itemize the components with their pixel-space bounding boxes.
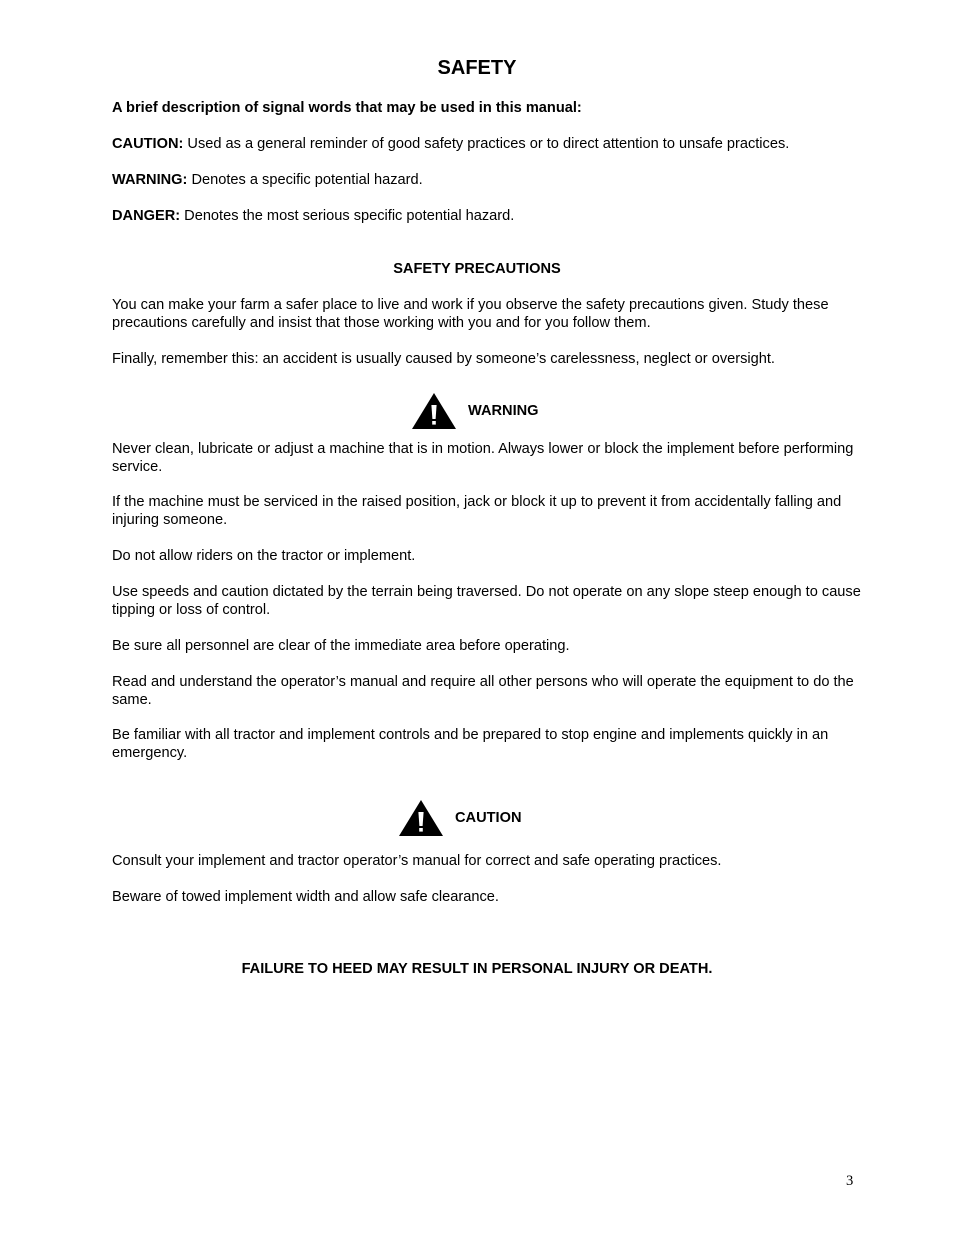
definition-danger xyxy=(112,207,862,225)
warning-item: Do not allow riders on the tractor or implement. xyxy=(112,548,416,564)
warning-item: Read and understand the operator’s manual and require all other persons who will operate the equipment to do the same. xyxy=(112,674,854,708)
page-number: 3 xyxy=(846,1173,854,1189)
warning-triangle-icon xyxy=(411,392,457,430)
warning-item: Use speeds and caution dictated by the terrain being traversed. Do not operate on any slope steep enough to cause tipping or loss of control. xyxy=(112,584,861,618)
warning-item: Be familiar with all tractor and implement controls and be prepared to stop engine and implements quickly in an emergency. xyxy=(112,727,829,761)
definition-text: Denotes the most serious specific potential hazard. xyxy=(180,208,515,224)
section-heading-safety-precautions: SAFETY PRECAUTIONS xyxy=(393,261,561,277)
precautions-paragraph: Finally, remember this: an accident is usually caused by someone’s carelessness, neglect or oversight. xyxy=(112,351,775,367)
definition-text: Denotes a specific potential hazard. xyxy=(187,172,423,188)
definition-warning xyxy=(112,171,862,189)
definition-caution xyxy=(112,135,862,153)
warning-item: If the machine must be serviced in the raised position, jack or block it up to prevent it from accidentally falling and injuring someone. xyxy=(112,494,842,528)
definition-term: CAUTION: xyxy=(112,136,184,152)
warning-item: Be sure all personnel are clear of the immediate area before operating. xyxy=(112,638,570,654)
caution-label: CAUTION xyxy=(455,810,522,826)
caution-signal-heading xyxy=(398,799,521,837)
definition-text: Used as a general reminder of good safety practices or to direct attention to unsafe practices. xyxy=(183,136,790,152)
closing-warning: FAILURE TO HEED MAY RESULT IN PERSONAL INJURY OR DEATH. xyxy=(241,961,713,977)
caution-item: Beware of towed implement width and allow safe clearance. xyxy=(112,889,499,905)
warning-signal-heading xyxy=(411,392,539,430)
definition-term: WARNING: xyxy=(112,172,188,188)
precautions-paragraph: You can make your farm a safer place to live and work if you observe the safety precautions given. Study these precautions carefully and insist that those working with you and for you follow them. xyxy=(112,297,829,331)
signal-words-intro: A brief description of signal words that may be used in this manual: xyxy=(112,100,582,116)
caution-triangle-icon xyxy=(398,799,444,837)
caution-item: Consult your implement and tractor operator’s manual for correct and safe operating practices. xyxy=(112,853,722,869)
definition-term: DANGER: xyxy=(112,208,181,224)
warning-label: WARNING xyxy=(468,403,539,419)
page-title: SAFETY xyxy=(437,57,517,79)
warning-item: Never clean, lubricate or adjust a machine that is in motion. Always lower or block the implement before performing service. xyxy=(112,441,854,475)
